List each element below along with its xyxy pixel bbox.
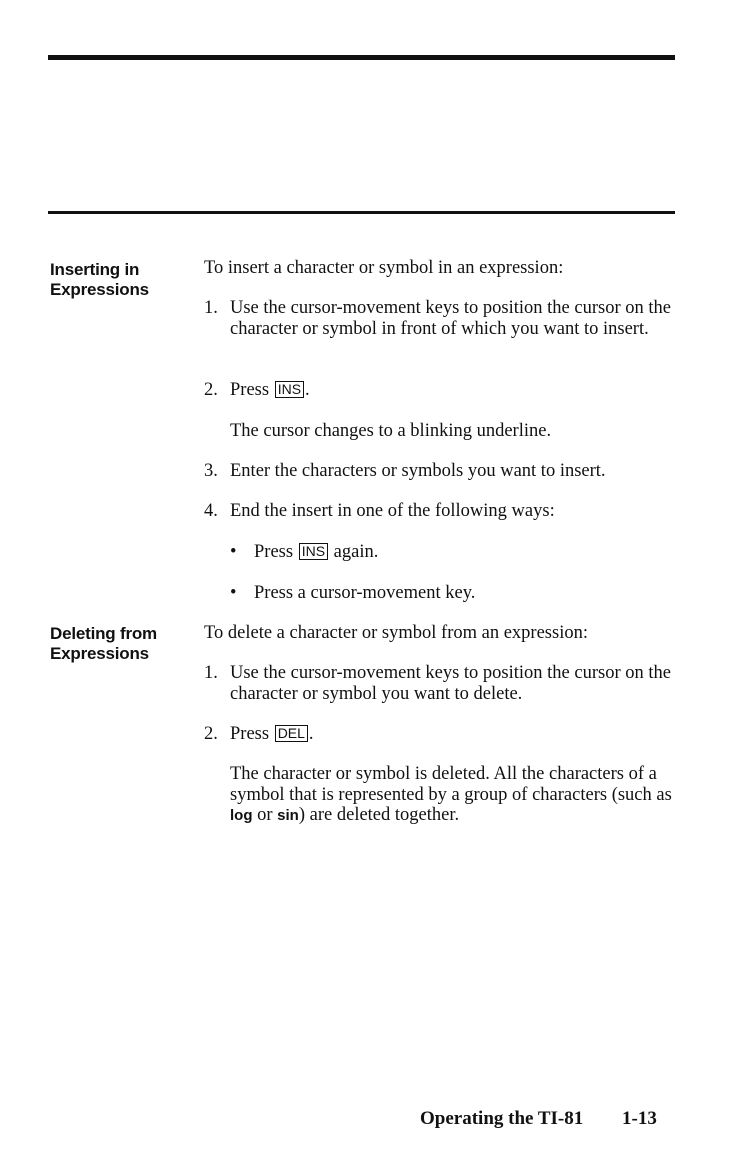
heading-line: Expressions <box>50 644 149 663</box>
ins-key: INS <box>299 543 328 560</box>
heading-deleting <box>50 624 180 664</box>
step-text <box>230 724 680 745</box>
deleting-intro: To delete a character or symbol from an expression: <box>204 623 588 643</box>
step-press-label: Press <box>230 380 270 400</box>
bullet-again-label: again. <box>333 542 379 562</box>
step-number: 1. <box>204 663 218 683</box>
top-rule <box>48 55 675 60</box>
heading-line: Deleting from <box>50 624 157 643</box>
footer-title: Operating the TI-81 <box>420 1108 584 1129</box>
step-note <box>230 764 680 827</box>
note-text: The character or symbol is deleted. All the characters of a symbol that is represented by a group of characters (such as <box>230 764 672 805</box>
page-footer <box>420 1108 657 1130</box>
step-text: End the insert in one of the following ways: <box>230 501 555 521</box>
step-number: 1. <box>204 298 218 318</box>
bullet-dot-icon: • <box>230 542 237 562</box>
page-number: 1-13 <box>622 1108 657 1129</box>
period: . <box>308 724 314 744</box>
note-text-end: ) are deleted together. <box>298 805 460 825</box>
ins-key: INS <box>275 381 304 398</box>
bullet-text <box>254 542 378 563</box>
step-press-label: Press <box>230 724 270 744</box>
bullet-text: Press a cursor-movement key. <box>254 583 476 603</box>
step-text: Use the cursor-movement keys to position the cursor on the character or symbol in front of which you want to insert. <box>230 298 671 339</box>
bullet-press-label: Press <box>254 542 294 562</box>
log-token: log <box>230 807 253 824</box>
step-number: 4. <box>204 501 218 521</box>
note-or: or <box>257 805 273 825</box>
step-text: Enter the characters or symbols you want to insert. <box>230 461 606 481</box>
period: . <box>305 380 310 400</box>
step-number: 2. <box>204 724 218 744</box>
del-key: DEL <box>275 725 308 742</box>
section-rule <box>48 211 675 214</box>
heading-inserting <box>50 260 180 300</box>
heading-line: Expressions <box>50 280 149 299</box>
heading-line: Inserting in <box>50 260 140 279</box>
step-text: Use the cursor-movement keys to position the cursor on the character or symbol you want to delete. <box>230 663 671 704</box>
step-note: The cursor changes to a blinking underline. <box>230 421 552 441</box>
step-number: 2. <box>204 380 218 400</box>
sin-token: sin <box>277 807 299 824</box>
bullet-dot-icon: • <box>230 583 237 603</box>
step-number: 3. <box>204 461 218 481</box>
inserting-intro: To insert a character or symbol in an expression: <box>204 258 564 278</box>
step-text <box>230 380 680 401</box>
